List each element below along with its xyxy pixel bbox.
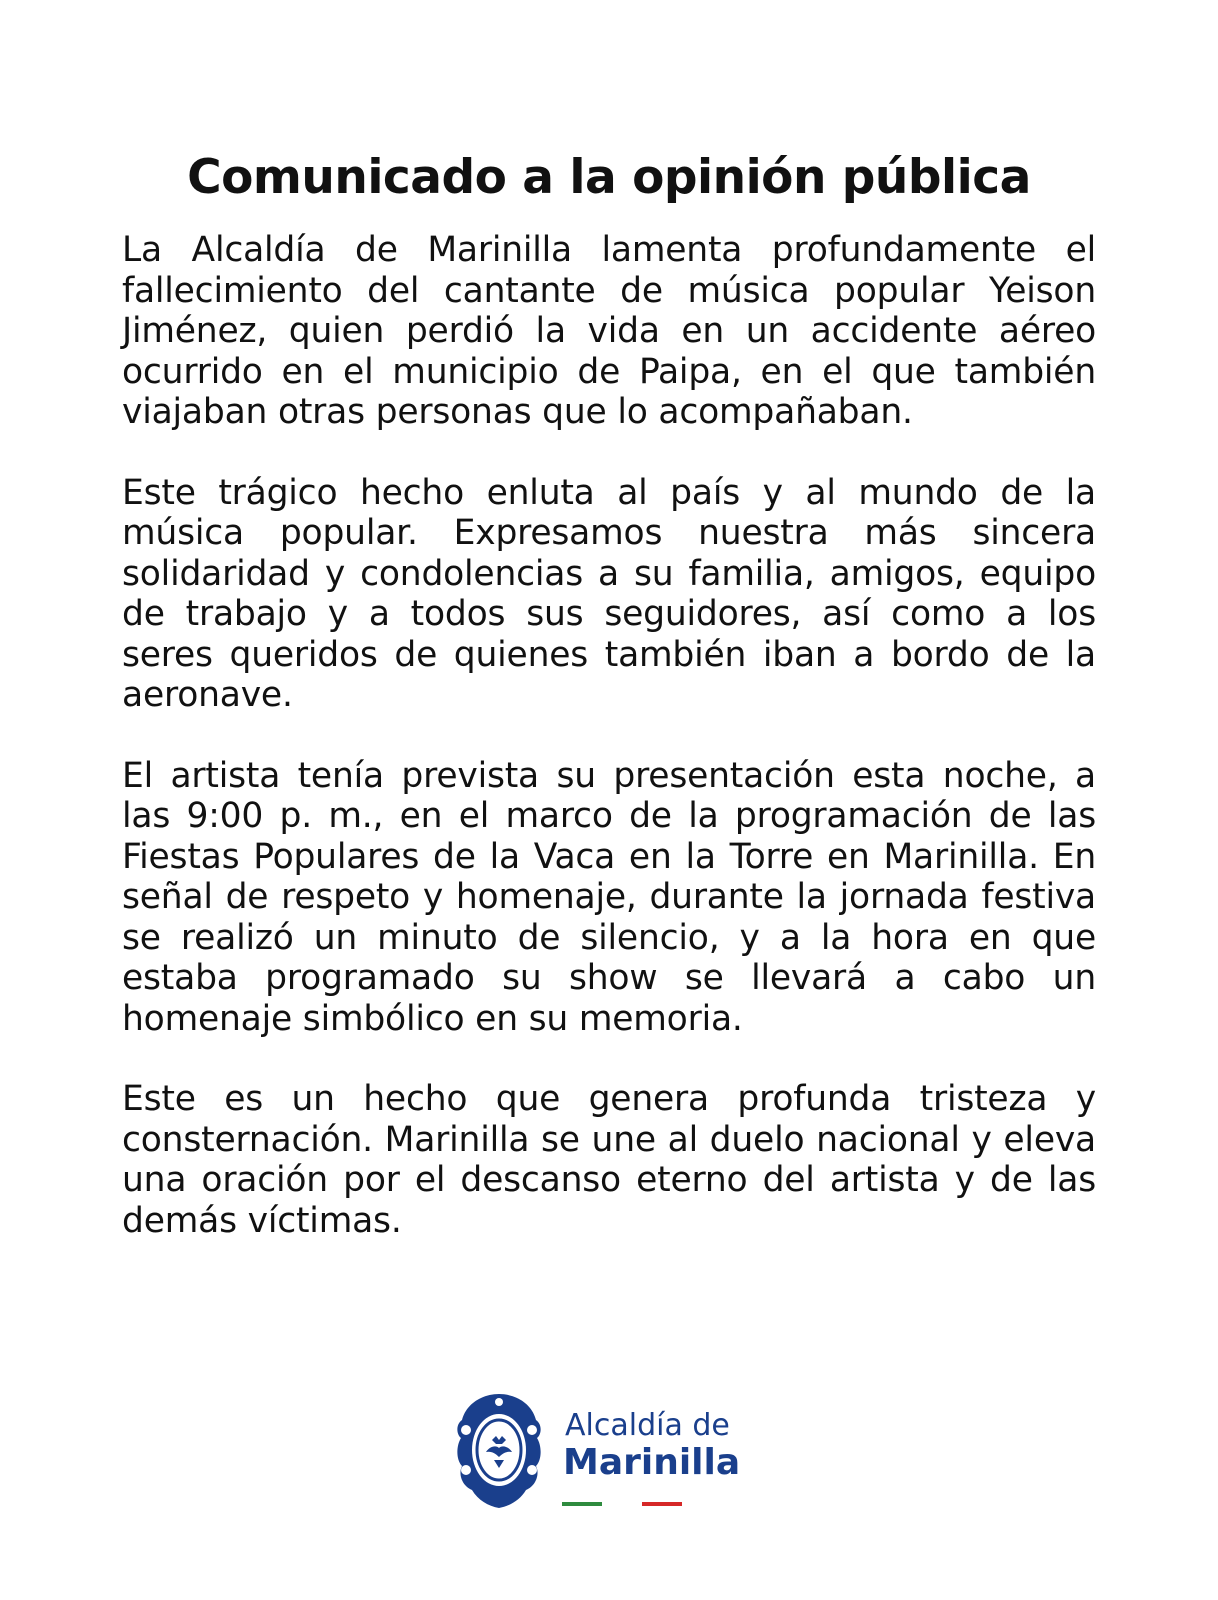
paragraph-4: Este es un hecho que genera profunda tristeza y consternación. Marinilla se une al duelo nacional y eleva una oración por el descanso eterno del artista y de las demás víctimas.	[122, 1079, 1096, 1241]
municipal-crest-icon	[452, 1390, 547, 1512]
logo-text-line1: Alcaldía de	[565, 1408, 730, 1443]
flag-stripe-white	[602, 1502, 642, 1506]
paragraph-2: Este trágico hecho enluta al país y al mundo de la música popular. Expresamos nuestra más sincera solidaridad y condolencias a su familia, amigos, equipo de trabajo y a todos sus seguidores, así como a los seres queridos de quienes también iban a bordo de la aeronave.	[122, 472, 1096, 715]
page-title: Comunicado a la opinión pública	[187, 150, 1031, 205]
flag-stripe-red	[642, 1502, 682, 1506]
logo-text-line2: Marinilla	[563, 1442, 741, 1483]
statement-body	[122, 230, 1096, 1281]
alcaldia-logo	[452, 1390, 772, 1510]
paragraph-3: El artista tenía prevista su presentación esta noche, a las 9:00 p. m., en el marco de la programación de las Fiestas Populares de la Vaca en la Torre en Marinilla. En señal de respeto y homenaje, durante la jornada festiva se realizó un minuto de silencio, y a la hora en que estaba programado su show se llevará a cabo un homenaje simbólico en su memoria.	[122, 755, 1096, 1039]
paragraph-1: La Alcaldía de Marinilla lamenta profundamente el fallecimiento del cantante de música popular Yeison Jiménez, quien perdió la vida en un accidente aéreo ocurrido en el municipio de Paipa, en el que también viajaban otras personas que lo acompañaban.	[122, 230, 1096, 432]
flag-stripe-green	[562, 1502, 602, 1506]
